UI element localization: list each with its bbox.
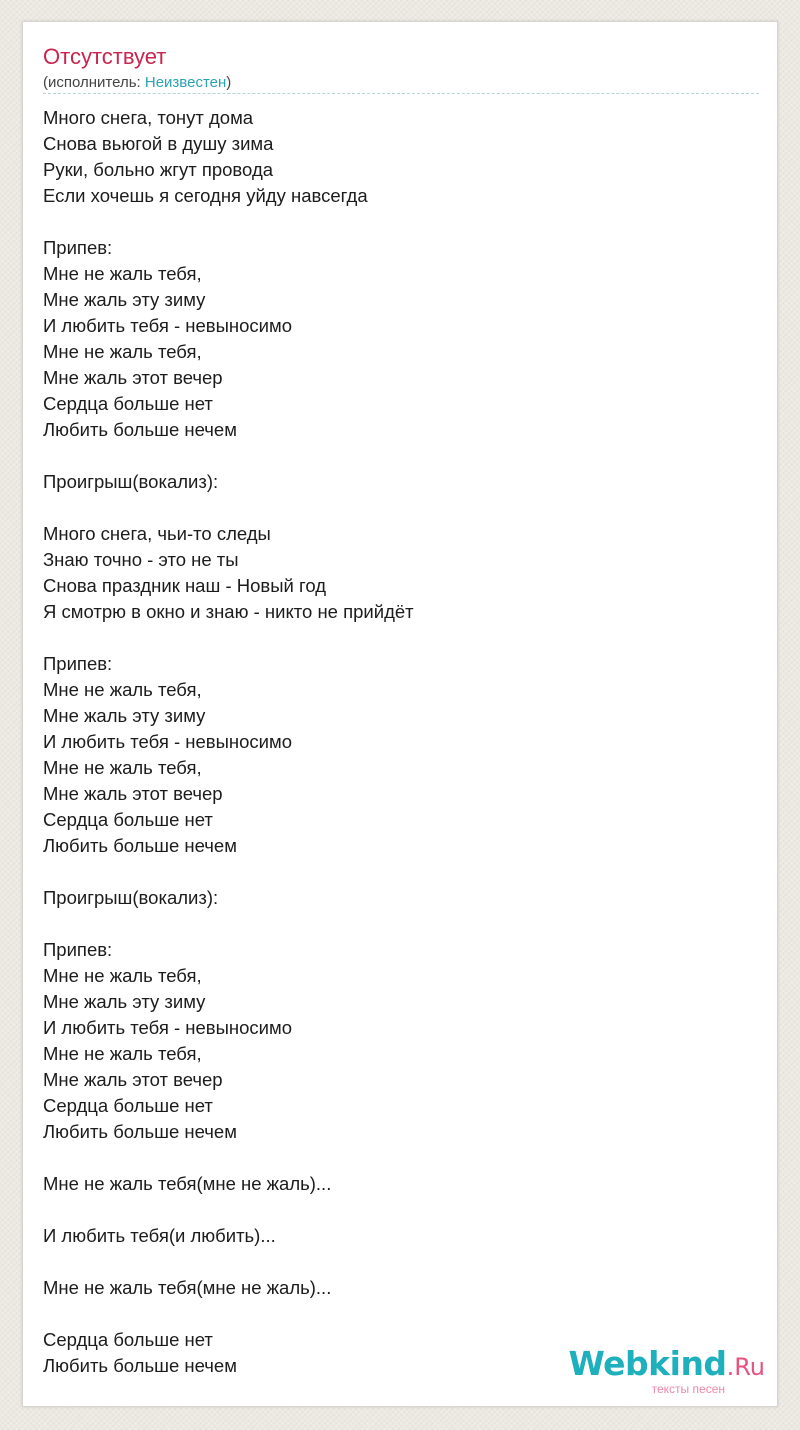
title-divider: [43, 93, 759, 94]
lyric-blank-line: [43, 443, 759, 469]
lyric-line: Припев:: [43, 237, 113, 258]
lyric-line: Любить больше нечем: [43, 419, 237, 440]
lyric-line: Сердца больше нет: [43, 809, 213, 830]
lyric-line: Мне не жаль тебя,: [43, 1043, 202, 1064]
lyric-line: Проигрыш(вокализ):: [43, 887, 219, 908]
lyric-line: Мне жаль эту зиму: [43, 991, 206, 1012]
lyric-line: Мне жаль эту зиму: [43, 705, 206, 726]
lyric-line: Много снега, тонут дома: [43, 107, 254, 128]
lyric-line: Мне жаль этот вечер: [43, 367, 223, 388]
lyric-line: Любить больше нечем: [43, 835, 237, 856]
artist-link[interactable]: Неизвестен: [144, 74, 227, 91]
lyric-line: И любить тебя - невыносимо: [43, 1017, 293, 1038]
lyric-line: Мне не жаль тебя,: [43, 679, 202, 700]
lyric-line: Любить больше нечем: [43, 1121, 237, 1142]
lyric-line: Мне не жаль тебя,: [43, 341, 202, 362]
lyrics-card: [22, 21, 778, 1407]
lyric-blank-line: [43, 859, 759, 885]
lyric-line: Мне не жаль тебя(мне не жаль)...: [43, 1277, 332, 1298]
lyric-blank-line: [43, 495, 759, 521]
site-logo[interactable]: [561, 1344, 771, 1404]
lyric-line: Припев:: [43, 939, 113, 960]
lyric-line: Любить больше нечем: [43, 1355, 237, 1376]
lyric-line: Знаю точно - это не ты: [43, 549, 239, 570]
lyric-blank-line: [43, 911, 759, 937]
lyric-line: Руки, больно жгут провода: [43, 159, 274, 180]
lyric-blank-line: [43, 1145, 759, 1171]
lyric-blank-line: [43, 1301, 759, 1327]
lyric-line: Проигрыш(вокализ):: [43, 471, 219, 492]
lyric-line: Снова вьюгой в душу зима: [43, 133, 274, 154]
lyric-line: Мне жаль эту зиму: [43, 289, 206, 310]
lyric-line: Припев:: [43, 653, 113, 674]
lyric-blank-line: [43, 1249, 759, 1275]
artist-prefix: (исполнитель:: [43, 74, 145, 91]
lyrics-text: [43, 105, 759, 1379]
lyric-blank-line: [43, 1197, 759, 1223]
lyric-line: И любить тебя(и любить)...: [43, 1225, 276, 1246]
logo-wordmark: [568, 1344, 765, 1387]
lyric-line: Сердца больше нет: [43, 1095, 213, 1116]
lyric-line: Мне не жаль тебя(мне не жаль)...: [43, 1173, 332, 1194]
lyric-line: Мне не жаль тебя,: [43, 965, 202, 986]
artist-line: [43, 73, 231, 93]
lyric-line: Много снега, чьи-то следы: [43, 523, 271, 544]
logo-name: Webkind: [568, 1344, 727, 1383]
logo-tld: .Ru: [726, 1353, 765, 1381]
lyric-blank-line: [43, 209, 759, 235]
lyric-line: Сердца больше нет: [43, 393, 213, 414]
artist-suffix: ): [226, 74, 232, 91]
lyric-line: Если хочешь я сегодня уйду навсегда: [43, 185, 368, 206]
lyric-line: Мне жаль этот вечер: [43, 783, 223, 804]
lyric-line: Я смотрю в окно и знаю - никто не прийдёт: [43, 601, 414, 622]
lyric-line: Мне жаль этот вечер: [43, 1069, 223, 1090]
lyric-blank-line: [43, 625, 759, 651]
song-title: Отсутствует: [43, 44, 167, 69]
lyric-line: Мне не жаль тебя,: [43, 263, 202, 284]
lyric-line: И любить тебя - невыносимо: [43, 731, 293, 752]
lyric-line: И любить тебя - невыносимо: [43, 315, 293, 336]
logo-tagline: тексты песен: [651, 1382, 725, 1396]
lyric-line: Мне не жаль тебя,: [43, 757, 202, 778]
lyric-line: Сердца больше нет: [43, 1329, 213, 1350]
lyric-line: Снова праздник наш - Новый год: [43, 575, 327, 596]
